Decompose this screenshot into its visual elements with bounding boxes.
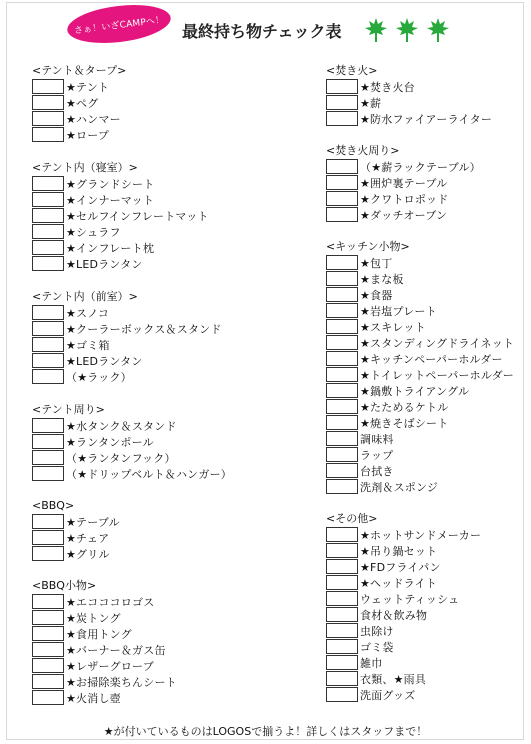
checklist-row — [32, 418, 272, 434]
checklist-row — [326, 559, 526, 575]
checklist-row — [326, 543, 526, 559]
item-label: ★防水ファイアーライター — [360, 113, 493, 126]
item-label: ★鍋敷トライアングル — [360, 385, 470, 398]
item-label: ★テント — [66, 81, 110, 94]
checklist-row — [32, 530, 272, 546]
item-label: ★LEDランタン — [66, 355, 143, 368]
checklist-row — [326, 623, 526, 639]
checklist-row — [326, 271, 526, 287]
item-label: ★セルフインフレートマット — [66, 210, 209, 223]
item-label: ★薪 — [360, 97, 382, 110]
checkbox[interactable] — [326, 175, 358, 190]
checklist-row — [326, 287, 526, 303]
checkbox[interactable] — [32, 240, 64, 255]
item-label: ★グリル — [66, 548, 110, 561]
checklist-row — [326, 335, 526, 351]
checklist-section — [326, 511, 526, 703]
checkbox[interactable] — [326, 159, 358, 174]
checkbox[interactable] — [32, 224, 64, 239]
item-label: ★LEDランタン — [66, 258, 143, 271]
section-heading: <テント内（前室）> — [32, 290, 138, 303]
checkbox[interactable] — [326, 575, 358, 590]
checklist-row — [32, 594, 272, 610]
checkbox[interactable] — [326, 591, 358, 606]
checkbox[interactable] — [326, 655, 358, 670]
checklist-row — [32, 111, 272, 127]
checkbox[interactable] — [326, 79, 358, 94]
checklist-row — [326, 159, 526, 175]
item-label: 食材＆飲み物 — [360, 609, 428, 622]
item-label: ★焼きそばシート — [360, 417, 449, 430]
item-label: 洗剤＆スポンジ — [360, 481, 439, 494]
checklist-row — [32, 176, 272, 192]
item-label: ★吊り鍋セット — [360, 545, 438, 558]
section-heading: <テント内（寝室）> — [32, 161, 138, 174]
checklist-row — [326, 431, 526, 447]
checklist-row — [326, 575, 526, 591]
checkbox[interactable] — [32, 610, 64, 625]
checkbox[interactable] — [32, 305, 64, 320]
checkbox[interactable] — [326, 559, 358, 574]
item-label: ★ゴミ箱 — [66, 339, 110, 352]
item-label: ★FDフライパン — [360, 561, 441, 574]
checkbox[interactable] — [32, 434, 64, 449]
checklist-row — [32, 546, 272, 562]
checklist-section — [32, 578, 272, 706]
checkbox[interactable] — [326, 543, 358, 558]
checkbox[interactable] — [326, 687, 358, 702]
item-label: （★ランタンフック） — [66, 452, 176, 465]
checkbox[interactable] — [326, 367, 358, 382]
item-label: 台拭き — [360, 465, 394, 478]
checklist-row — [32, 434, 272, 450]
checkbox[interactable] — [32, 546, 64, 561]
item-label: ゴミ袋 — [360, 641, 394, 654]
checkbox[interactable] — [326, 415, 358, 430]
item-label: 雑巾 — [360, 657, 383, 670]
section-heading: <BBQ小物> — [32, 579, 97, 592]
checklist-row — [326, 399, 526, 415]
checklist-row — [32, 642, 272, 658]
checklist-row — [326, 175, 526, 191]
checkbox[interactable] — [326, 383, 358, 398]
checkbox[interactable] — [326, 207, 358, 222]
section-heading: <テント＆タープ> — [32, 64, 127, 77]
item-label: ★火消し壺 — [66, 692, 121, 705]
item-label: ★インナーマット — [66, 194, 155, 207]
item-label: ★炭トング — [66, 612, 121, 625]
item-label: ★クワトロポッド — [360, 193, 449, 206]
item-label: ★グランドシート — [66, 178, 155, 191]
checklist-row — [32, 192, 272, 208]
item-label: （★ラック） — [66, 371, 132, 384]
checklist-row — [326, 255, 526, 271]
item-label: ★岩塩プレート — [360, 305, 437, 318]
checkbox[interactable] — [326, 479, 358, 494]
checklist-section — [32, 160, 272, 272]
checkbox[interactable] — [326, 399, 358, 414]
checklist-row — [32, 79, 272, 95]
item-label: ★まな板 — [360, 273, 404, 286]
maple-leaf-icon — [365, 18, 387, 42]
checklist-row — [32, 610, 272, 626]
checkbox[interactable] — [32, 176, 64, 191]
item-label: （★ドリップベルト＆ハンガー） — [66, 468, 232, 481]
checklist-row — [326, 111, 526, 127]
checkbox[interactable] — [326, 303, 358, 318]
checkbox[interactable] — [32, 594, 64, 609]
left-column — [32, 63, 272, 706]
checklist-section — [326, 143, 526, 223]
checkbox[interactable] — [326, 639, 358, 654]
checklist-row — [326, 687, 526, 703]
checklist-section — [326, 63, 526, 127]
item-label: ★食器 — [360, 289, 393, 302]
checklist-row — [326, 79, 526, 95]
checklist-row — [326, 95, 526, 111]
checklist-row — [326, 367, 526, 383]
checkbox[interactable] — [32, 626, 64, 641]
checklist-row — [32, 305, 272, 321]
checklist-row — [326, 655, 526, 671]
checkbox[interactable] — [326, 623, 358, 638]
checklist-row — [32, 321, 272, 337]
item-label: 衣類、★雨具 — [360, 673, 427, 686]
checklist-section — [32, 402, 272, 482]
checklist-row — [32, 369, 272, 385]
checklist-row — [326, 319, 526, 335]
item-label: ★スノコ — [66, 307, 110, 320]
checklist-row — [32, 224, 272, 240]
checkbox[interactable] — [326, 527, 358, 542]
item-label: ★トイレットペーパーホルダー — [360, 369, 515, 382]
checkbox[interactable] — [32, 369, 64, 384]
item-label: ★シュラフ — [66, 226, 121, 239]
checkbox[interactable] — [326, 351, 358, 366]
item-label: ウェットティッシュ — [360, 593, 460, 606]
item-label: ★チェア — [66, 532, 110, 545]
checklist-row — [32, 127, 272, 143]
item-label: ★キッチンペーパーホルダー — [360, 353, 503, 366]
checkbox[interactable] — [326, 431, 358, 446]
checklist-row — [326, 527, 526, 543]
intro-badge: さぁ！いざCAMPへ！ — [65, 0, 173, 48]
item-label: 調味料 — [360, 433, 394, 446]
checkbox[interactable] — [326, 319, 358, 334]
checklist-row — [326, 415, 526, 431]
checkbox[interactable] — [326, 335, 358, 350]
checkbox[interactable] — [32, 192, 64, 207]
checklist-row — [32, 514, 272, 530]
checkbox[interactable] — [32, 208, 64, 223]
item-label: ★ヘッドライト — [360, 577, 437, 590]
item-label: ★ペグ — [66, 97, 99, 110]
checklist-row — [32, 450, 272, 466]
checklist-row — [32, 466, 272, 482]
checklist-row — [32, 674, 272, 690]
checkbox[interactable] — [326, 671, 358, 686]
checkbox[interactable] — [326, 191, 358, 206]
checklist-row — [32, 208, 272, 224]
item-label: ★インフレート枕 — [66, 242, 155, 255]
item-label: ★包丁 — [360, 257, 393, 270]
checklist-row — [326, 591, 526, 607]
checkbox[interactable] — [326, 287, 358, 302]
section-heading: <その他> — [326, 512, 378, 525]
checkbox[interactable] — [32, 690, 64, 705]
checkbox[interactable] — [32, 353, 64, 368]
checkbox[interactable] — [326, 463, 358, 478]
checklist-row — [32, 95, 272, 111]
item-label: 虫除け — [360, 625, 394, 638]
checklist-row — [326, 607, 526, 623]
checklist-row — [32, 690, 272, 706]
checkbox[interactable] — [326, 111, 358, 126]
item-label: ★レザーグローブ — [66, 660, 154, 673]
item-label: ★たためるケトル — [360, 401, 449, 414]
checkbox[interactable] — [32, 256, 64, 271]
item-label: ★ダッチオーブン — [360, 209, 448, 222]
checkbox[interactable] — [326, 447, 358, 462]
item-label: 洗面グッズ — [360, 689, 416, 702]
checkbox[interactable] — [32, 337, 64, 352]
item-label: ★ランタンポール — [66, 436, 154, 449]
checklist-row — [32, 626, 272, 642]
maple-leaf-icon — [396, 18, 418, 42]
checkbox[interactable] — [326, 607, 358, 622]
checklist-row — [32, 658, 272, 674]
item-label: ★スタンディングドライネット — [360, 337, 515, 350]
checkbox[interactable] — [32, 321, 64, 336]
item-label: ★水タンク＆スタンド — [66, 420, 177, 433]
item-label: （★薪ラックテーブル） — [360, 161, 481, 174]
checkbox[interactable] — [32, 79, 64, 94]
checklist-section — [326, 239, 526, 495]
checkbox[interactable] — [32, 111, 64, 126]
section-heading: <テント周り> — [32, 403, 105, 416]
checklist-row — [32, 353, 272, 369]
checklist-section — [32, 63, 272, 143]
right-column — [326, 63, 526, 703]
checkbox[interactable] — [32, 95, 64, 110]
checkbox[interactable] — [326, 271, 358, 286]
section-heading: <焚き火周り> — [326, 144, 400, 157]
checkbox[interactable] — [32, 450, 64, 465]
checklist-row — [326, 351, 526, 367]
item-label: ★お掃除楽ちんシート — [66, 676, 177, 689]
checklist-row — [326, 383, 526, 399]
maple-leaf-icon — [427, 18, 449, 42]
checklist-section — [32, 498, 272, 562]
item-label: ★食用トング — [66, 628, 132, 641]
item-label: ★テーブル — [66, 516, 120, 529]
checklist-row — [326, 479, 526, 495]
item-label: ラップ — [360, 449, 394, 462]
checklist-row — [32, 337, 272, 353]
checkbox[interactable] — [32, 658, 64, 673]
section-heading: <BBQ> — [32, 499, 75, 512]
checkbox[interactable] — [326, 95, 358, 110]
checkbox[interactable] — [32, 127, 64, 142]
checklist-row — [32, 256, 272, 272]
item-label: ★囲炉裏テーブル — [360, 177, 448, 190]
checklist-row — [326, 191, 526, 207]
footer-note: ★が付いているものはLOGOSで揃うよ！詳しくはスタッフまで！ — [103, 725, 428, 738]
checklist-row — [326, 639, 526, 655]
checkbox[interactable] — [32, 642, 64, 657]
checklist-row — [326, 303, 526, 319]
item-label: ★クーラーボックス＆スタンド — [66, 323, 222, 336]
item-label: ★バーナー＆ガス缶 — [66, 644, 166, 657]
section-heading: <キッチン小物> — [326, 240, 410, 253]
section-heading: <焚き火> — [326, 64, 378, 77]
item-label: ★ロープ — [66, 129, 110, 142]
page-title: 最終持ち物チェック表 — [182, 22, 342, 41]
item-label: ★エコココロゴス — [66, 596, 155, 609]
checklist-row — [326, 207, 526, 223]
checkbox[interactable] — [32, 674, 64, 689]
checklist-row — [326, 447, 526, 463]
checkbox[interactable] — [32, 530, 64, 545]
item-label: ★ホットサンドメーカー — [360, 529, 482, 542]
checklist-row — [326, 671, 526, 687]
checkbox[interactable] — [32, 514, 64, 529]
item-label: ★ハンマー — [66, 113, 121, 126]
checkbox[interactable] — [326, 255, 358, 270]
checklist-row — [326, 463, 526, 479]
item-label: ★焚き火台 — [360, 81, 415, 94]
item-label: ★スキレット — [360, 321, 426, 334]
checkbox[interactable] — [32, 466, 64, 481]
checklist-row — [32, 240, 272, 256]
checkbox[interactable] — [32, 418, 64, 433]
checklist-section — [32, 289, 272, 385]
